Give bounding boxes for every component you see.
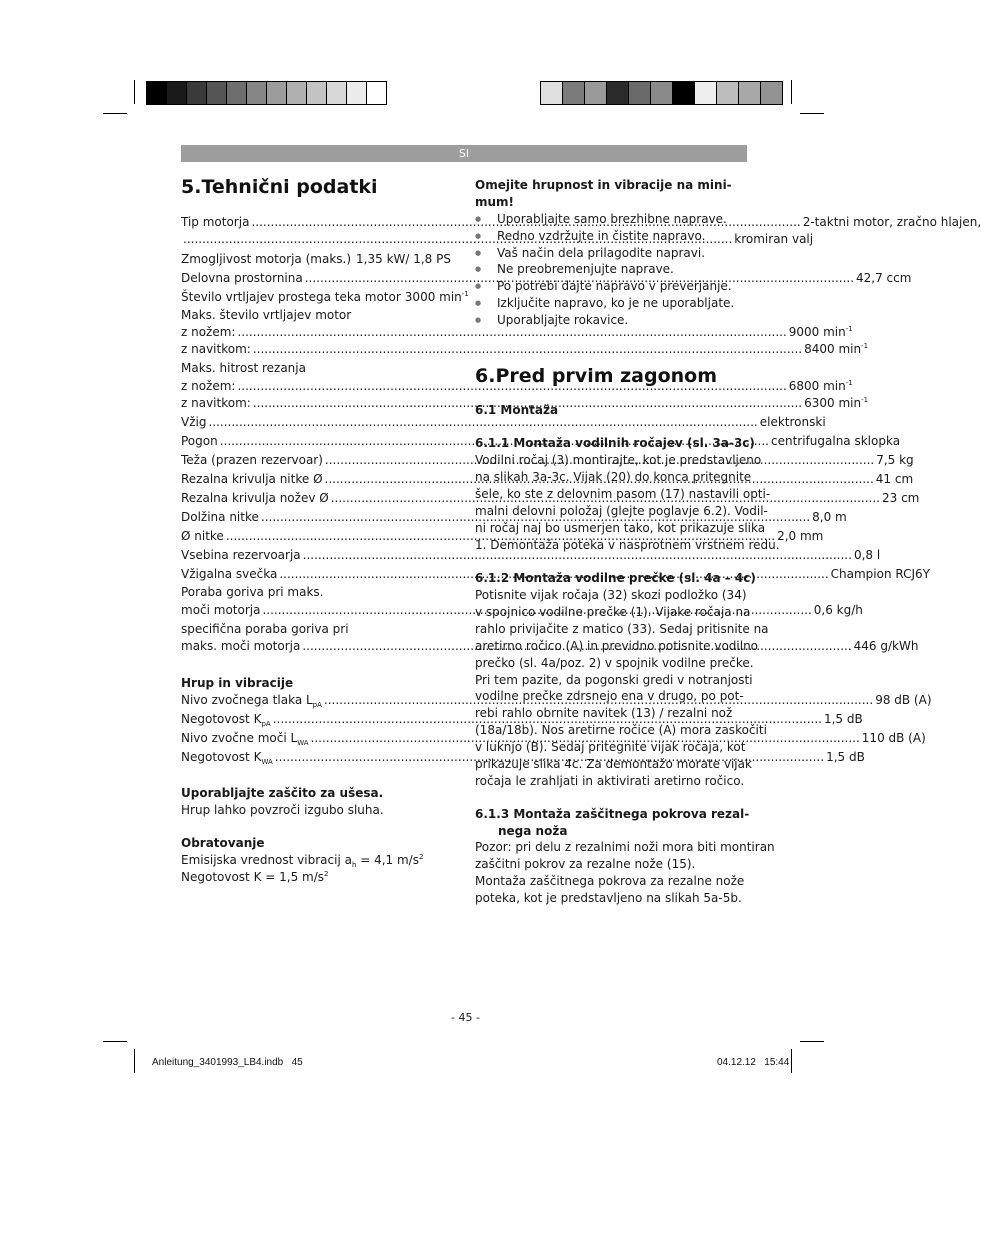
- crop-mark: [791, 80, 792, 104]
- spec-row: [181, 584, 323, 601]
- paragraph-line: prikazuje slika 4c. Za demontažo morate vijak: [475, 757, 752, 772]
- spec-value: 41 cm: [875, 472, 914, 486]
- spec-value: 2-taktni motor, zračno hlajen,: [802, 215, 981, 229]
- crop-mark: [800, 113, 824, 114]
- paragraph-line: zaščitni pokrov za rezalne nože (15).: [475, 856, 696, 871]
- vibration-uncertainty: Negotovost K = 1,5 $m/s^2$: [181, 870, 329, 884]
- color-swatch: [287, 82, 306, 104]
- color-swatch: [207, 82, 226, 104]
- color-swatch: [739, 82, 760, 104]
- subsection-6-1-2: 6.1.2 Montaža vodilne prečke (sl. 4a – 4c): [475, 571, 756, 585]
- paragraph-line: v spojnico vodilne prečke (1). Vijake ročaja na: [475, 604, 751, 619]
- spec-label: Dolžina nitke: [181, 510, 259, 524]
- noise-label: Nivo zvočne moči L: [181, 731, 298, 745]
- spec-value: 8400 min: [804, 342, 862, 356]
- spec-label: z nožem:: [181, 325, 236, 339]
- spec-label: Tip motorja: [181, 215, 250, 229]
- spec-value: 9000 min: [788, 325, 846, 339]
- spec-label: Število vrtljajev prostega teka motor: [181, 290, 401, 304]
- spec-label: Rezalna krivulja nitke Ø: [181, 472, 323, 486]
- paragraph-line: malni delovni položaj (glejte poglavje 6.2). Vodil-: [475, 503, 768, 518]
- spec-value: 8,0 m: [812, 510, 847, 524]
- bullet-list: [475, 211, 750, 329]
- paragraph-line: rebi rahlo obrnite navitek (13) / rezalni nož: [475, 706, 733, 721]
- crop-mark: [134, 80, 135, 104]
- color-swatch: [267, 82, 286, 104]
- paragraph-line: poteka, kot je predstavljeno na slikah 5a-5b.: [475, 890, 742, 905]
- spec-label: Pogon: [181, 434, 218, 448]
- spec-value: 2,0 mm: [777, 529, 824, 543]
- color-swatch: [717, 82, 738, 104]
- bullet-item: ● Ne preobremenjujte naprave.: [475, 261, 750, 278]
- ear-heading: Uporabljajte zaščito za ušesa.: [181, 786, 384, 800]
- spec-row: [181, 289, 469, 306]
- crop-mark: [134, 1049, 135, 1073]
- paragraph-line: rahlo privijačite z matico (33). Sedaj pritisnite na: [475, 621, 769, 636]
- noise-subscript: WA: [261, 758, 273, 766]
- subsection-6-1-3: 6.1.3 Montaža zaščitnega pokrova rezal- nega noža: [475, 807, 750, 838]
- spec-label: specifična poraba goriva pri: [181, 622, 349, 636]
- spec-value: 42,7 ccm: [856, 271, 912, 285]
- bullet-item: ● Redno vzdržujte in čistite napravo.: [475, 228, 750, 245]
- spec-value: 3000 min: [404, 290, 462, 304]
- color-swatch: [695, 82, 716, 104]
- noise-subscript: pA: [312, 701, 322, 709]
- spec-value: 0,6 kg/h: [813, 603, 863, 617]
- spec-value: kromiran valj: [734, 232, 814, 246]
- subsection-6-1-1: 6.1.1 Montaža vodilnih ročajev (sl. 3a-3c): [475, 436, 755, 450]
- color-swatch: [585, 82, 606, 104]
- footer-filename: Anleitung_3401993_LB4.indb 45: [152, 1057, 303, 1068]
- spec-row: [181, 307, 351, 324]
- spec-row: [181, 621, 349, 638]
- spec-label: Rezalna krivulja nožev Ø: [181, 491, 329, 505]
- color-swatch: [187, 82, 206, 104]
- spec-label: Maks. število vrtljajev motor: [181, 308, 352, 322]
- spec-unit-exponent: -1: [845, 379, 853, 387]
- paragraph-line: 1. Demontaža poteka v nasprotnem vrstnem redu.: [475, 537, 780, 552]
- noise-value: 98 dB (A): [875, 693, 932, 707]
- noise-value: 1,5 dB: [826, 750, 865, 764]
- color-swatch: [247, 82, 266, 104]
- subsection-6-1: 6.1 Montaža: [475, 403, 559, 417]
- leader-dots: [253, 341, 802, 358]
- paragraph-line: Potisnite vijak ročaja (32) skozi podložko (34): [475, 588, 747, 602]
- noise-label: Negotovost K: [181, 712, 262, 726]
- spec-label: z nožem:: [181, 379, 236, 393]
- paragraph-6-1-1: [475, 452, 780, 553]
- color-swatch: [651, 82, 672, 104]
- noise-label: Nivo zvočnega tlaka L: [181, 693, 313, 707]
- paragraph-6-1-3: [475, 839, 775, 907]
- spec-value: 7,5 kg: [876, 453, 914, 467]
- paragraph-line: ročaja le zrahljati in aktivirati aretirno ročico.: [475, 773, 745, 788]
- spec-label: Vžig: [181, 415, 207, 429]
- spec-row: [181, 378, 853, 395]
- spec-label: Ø nitke: [181, 529, 224, 543]
- bullet-item: ● Uporabljajte rokavice.: [475, 312, 750, 329]
- noise-value: 1,5 dB: [823, 712, 863, 726]
- spec-unit-exponent: -1: [861, 342, 869, 350]
- ear-text: Hrup lahko povzroči izgubo sluha.: [181, 803, 384, 817]
- color-swatch: [541, 82, 562, 104]
- section-title-5: 5.Tehnični podatki: [181, 176, 378, 198]
- spec-row: [181, 414, 826, 431]
- paragraph-line: (18a/18b). Nos aretirne ročice (A) mora zaskočiti: [475, 723, 767, 738]
- spec-value: Champion RCJ6Y: [830, 567, 931, 581]
- page-number: - 45 -: [451, 1011, 480, 1024]
- spec-value: 1,35 kW/ 1,8 PS: [356, 252, 451, 266]
- paragraph-line: Montaža zaščitnega pokrova za rezalne nože: [475, 873, 745, 888]
- paragraph-line: prečko (sl. 4a/poz. 2) v spojnik vodilne prečke.: [475, 655, 754, 670]
- paragraph-line: ni ročaj naj bo usmerjen tako, kot prikazuje slika: [475, 520, 766, 535]
- spec-value: centrifugalna sklopka: [771, 434, 901, 448]
- spec-row: [181, 251, 451, 268]
- color-swatch: [307, 82, 326, 104]
- spec-label: z navitkom:: [181, 396, 251, 410]
- spec-value: 6300 min: [804, 396, 862, 410]
- color-swatch: [673, 82, 694, 104]
- bullet-item: ● Izključite napravo, ko je ne uporabljate.: [475, 295, 750, 312]
- minimize-heading: Omejite hrupnost in vibracije na mini- mum!: [475, 178, 732, 209]
- color-swatch: [629, 82, 650, 104]
- section-title-6: 6.Pred prvim zagonom: [475, 365, 718, 387]
- color-swatch: [227, 82, 246, 104]
- spec-row: [181, 324, 853, 341]
- paragraph-line: na slikah 3a-3c. Vijak (20) do konca pritegnite: [475, 469, 752, 484]
- vibration-emission: Emisijska vrednost vibracij $a_h = 4,1$ $m/s^2$: [181, 853, 424, 869]
- spec-label: Maks. hitrost rezanja: [181, 361, 306, 375]
- bullet-item: ● Uporabljajte samo brezhibne naprave.: [475, 211, 750, 228]
- paragraph-line: Pri tem pazite, da pogonski gredi v notranjosti: [475, 672, 753, 687]
- language-band: [181, 145, 747, 162]
- paragraph-line: Vodilni ročaj (3) montirajte, kot je predstavljeno: [475, 453, 762, 467]
- spec-label: Vžigalna svečka: [181, 567, 278, 581]
- color-swatch: [563, 82, 584, 104]
- spec-value: 6800 min: [788, 379, 846, 393]
- spec-unit-exponent: -1: [845, 325, 853, 333]
- spec-label: Delovna prostornina: [181, 271, 303, 285]
- crop-mark: [103, 1041, 127, 1042]
- bullet-item: ● Po potrebi dajte napravo v preverjanje.: [475, 278, 750, 295]
- color-swatch: [367, 82, 386, 104]
- spec-unit-exponent: -1: [461, 290, 469, 298]
- spec-label: Teža (prazen rezervoar): [181, 453, 323, 467]
- vibration-heading: Obratovanje: [181, 836, 265, 850]
- color-swatch: [167, 82, 186, 104]
- spec-label: maks. moči motorja: [181, 639, 301, 653]
- color-swatch: [327, 82, 346, 104]
- noise-value: 110 dB (A): [861, 731, 926, 745]
- paragraph-6-1-2: [475, 587, 769, 790]
- spec-row: [181, 547, 881, 564]
- crop-mark: [791, 1049, 792, 1073]
- paragraph-line: vodilne prečke zdrsnejo ena v drugo, po pot-: [475, 689, 744, 704]
- color-swatch: [347, 82, 366, 104]
- noise-label: Negotovost K: [181, 750, 262, 764]
- paragraph-line: Pozor: pri delu z rezalnimi noži mora biti montiran: [475, 840, 775, 854]
- leader-dots: [353, 251, 354, 268]
- spec-row: [181, 360, 306, 377]
- spec-label: Zmogljivost motorja (maks.): [181, 252, 352, 266]
- crop-mark: [103, 113, 127, 114]
- paragraph-line: šele, ko ste z delovnim pasom (17) nastavili opti-: [475, 486, 771, 501]
- noise-subscript: pA: [261, 720, 271, 728]
- spec-value: 0,8 l: [853, 548, 881, 562]
- spec-label: Poraba goriva pri maks.: [181, 585, 324, 599]
- spec-label: Vsebina rezervoarja: [181, 548, 301, 562]
- spec-label: z navitkom:: [181, 342, 251, 356]
- paragraph-line: aretirno ročico (A) in previdno potisnite vodilno: [475, 638, 759, 653]
- spec-value: elektronski: [759, 415, 826, 429]
- bullet-item: ● Vaš način dela prilagodite napravi.: [475, 245, 750, 262]
- color-swatch: [607, 82, 628, 104]
- spec-label: moči motorja: [181, 603, 261, 617]
- spec-unit-exponent: -1: [861, 396, 869, 404]
- spec-value: 446 g/kWh: [853, 639, 919, 653]
- crop-mark: [800, 1041, 824, 1042]
- noise-subscript: WA: [297, 739, 309, 747]
- noise-heading: Hrup in vibracije: [181, 676, 294, 690]
- spec-value: 23 cm: [881, 491, 920, 505]
- language-label: SI: [458, 147, 470, 160]
- footer-date: 04.12.12 15:44: [717, 1057, 790, 1068]
- color-swatch: [761, 82, 782, 104]
- paragraph-line: v luknjo (B). Sedaj pritegnite vijak ročaja, kot: [475, 740, 746, 755]
- spec-row: [181, 341, 869, 358]
- color-swatch: [147, 82, 166, 104]
